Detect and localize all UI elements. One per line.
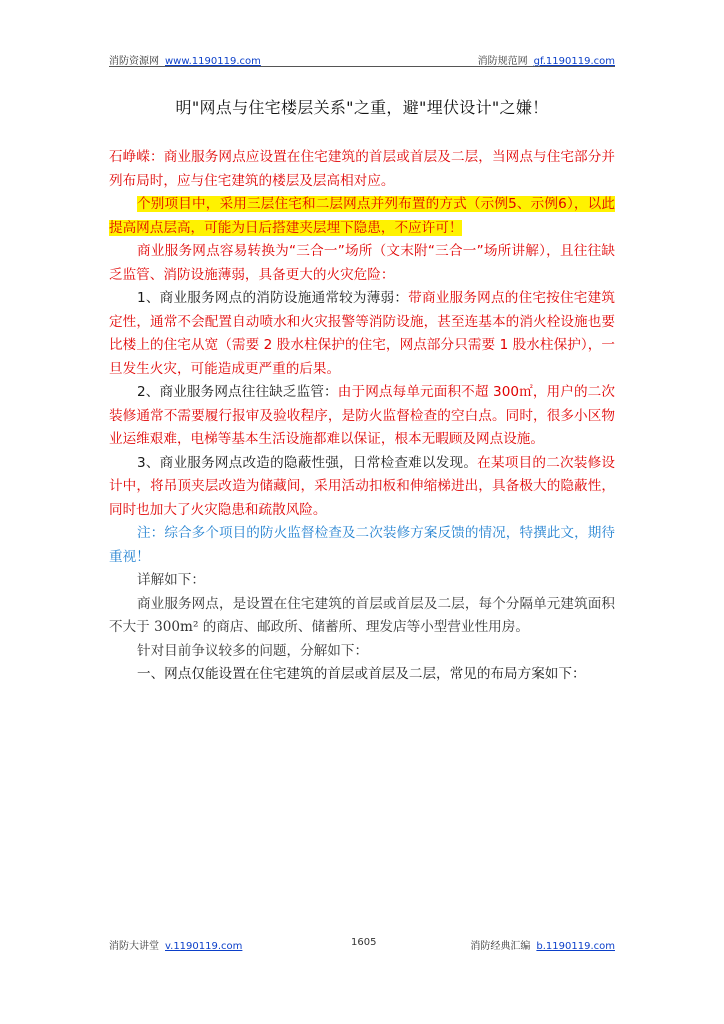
page-title: 明"网点与住宅楼层关系"之重，避"埋伏设计"之嫌！: [175, 98, 549, 117]
warning-paragraph: [109, 193, 615, 240]
note-paragraph: 注：综合多个项目的防火监督检查及二次装修方案反馈的情况，特撰此文，期待重视！: [109, 525, 615, 565]
page-footer: [109, 937, 615, 953]
point-3-heading: 3、商业服务网点改造的隐蔽性强，日常检查难以发现。: [137, 454, 478, 471]
footer-left-link[interactable]: v.1190119.com: [165, 941, 243, 952]
risk-paragraph: 商业服务网点容易转换为“三合一”场所（文末附“三合一”场所讲解），且往往缺乏监管、消防设施薄弱，具备更大的火灾危险：: [109, 243, 615, 283]
header-right-link[interactable]: gf.1190119.com: [533, 56, 615, 67]
header-left-label: 消防资源网: [109, 56, 159, 67]
header-left: [109, 52, 261, 67]
header-divider: [109, 66, 615, 67]
footer-right-label: 消防经典汇编: [470, 941, 531, 952]
definition-paragraph: 商业服务网点，是设置在住宅建筑的首层或首层及二层，每个分隔单元建筑面积不大于 300m² 的商店、邮政所、储蓄所、理发店等小型营业性用房。: [109, 595, 615, 635]
section-1-heading: 一、网点仅能设置在住宅建筑的首层或首层及二层，常见的布局方案如下：: [137, 666, 586, 682]
document-body: [109, 146, 615, 687]
details-label: 详解如下：: [137, 572, 205, 588]
point-2-paragraph: [109, 381, 615, 452]
footer-left-label: 消防大讲堂: [109, 941, 159, 952]
point-2-heading: 2、商业服务网点往往缺乏监管：: [137, 384, 338, 400]
footer-right-link[interactable]: b.1190119.com: [536, 941, 615, 952]
page-number: 1605: [351, 937, 377, 948]
footer-right: [470, 937, 615, 952]
point-3-paragraph: [109, 452, 615, 523]
header-right-label: 消防规范网: [477, 56, 528, 67]
highlighted-warning: 个别项目中，采用三层住宅和二层网点并列布置的方式（示例5、示例6），以此提高网点层高，可能为日后搭建夹层埋下隐患，不应许可！: [109, 196, 615, 236]
intro-paragraph: 石峥嵘：商业服务网点应设置在住宅建筑的首层或首层及二层，当网点与住宅部分并列布局时，应与住宅建筑的楼层及层高相对应。: [109, 149, 615, 189]
point-2-text: 由于网点每单元面积不超 300㎡，用户的二次装修通常不需要履行报审及验收程序，是防火监督检查的空白点。同时，很多小区物业运维艰难，电梯等基本生活设施都难以保证，根本无暇顾及网点设施。: [109, 384, 615, 447]
issues-intro: 针对目前争议较多的问题，分解如下：: [137, 642, 369, 659]
point-1-heading: 1、商业服务网点的消防设施通常较为薄弱：: [137, 290, 409, 306]
footer-left: [109, 937, 242, 952]
header-left-link[interactable]: www.1190119.com: [165, 56, 261, 67]
header-right: [478, 52, 615, 67]
point-1-text: 带商业服务网点的住宅按住宅建筑定性，通常不会配置自动喷水和火灾报警等消防设施，甚至连基本的消火栓设施也要比楼上的住宅从宽（需要 2 股水柱保护的住宅，网点部分只需要 1 股水柱保护），一旦发生火灾，可能造成更严重的后果。: [109, 290, 615, 377]
point-1-paragraph: [109, 287, 615, 381]
point-3-text: 在某项目的二次装修设计中，将吊顶夹层改造为储藏间，采用活动扣板和伸缩梯进出，具备极大的隐蔽性，同时也加大了火灾隐患和疏散风险。: [109, 454, 616, 518]
